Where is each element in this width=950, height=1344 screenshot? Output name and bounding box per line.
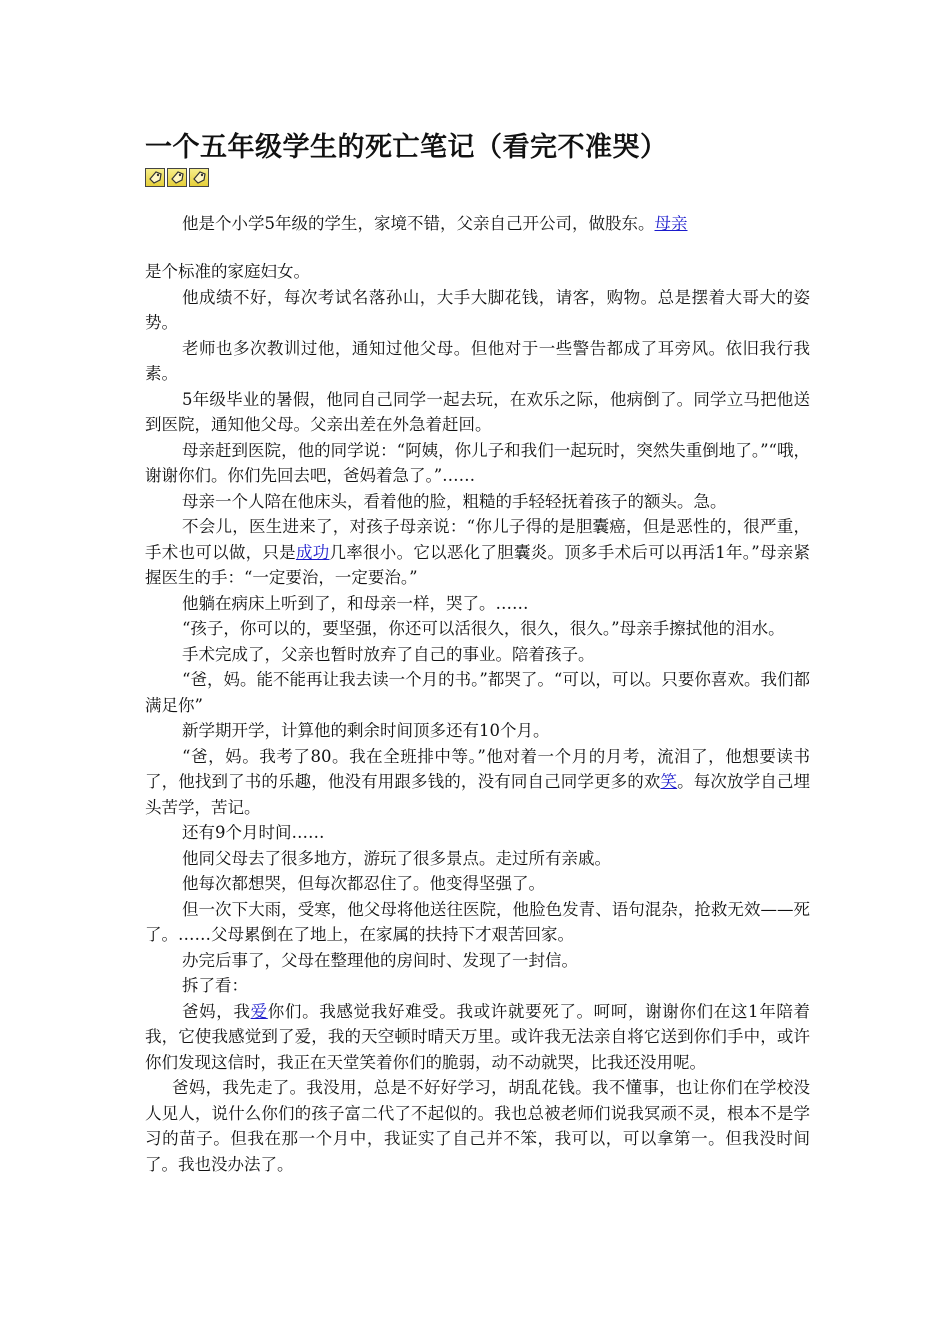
intro-text: 他是个小学5年级的学生，家境不错，父亲自己开公司，做股东。 — [182, 214, 655, 233]
paragraph-text: 爸妈，我 — [182, 1001, 251, 1021]
paragraph: “爸，妈。能不能再让我去读一个月的书。”都哭了。“可以，可以。只要你喜欢。我们都满足你” — [145, 670, 810, 715]
paragraph: 拆了看： — [182, 976, 248, 995]
paragraph: 老师也多次教训过他，通知过他父母。但他对于一些警告都成了耳旁风。依旧我行我素。 — [145, 338, 810, 383]
paragraph-text: “爸，妈。我考了80。我在全班排中等。”他对着一个月的月考，流泪了，他想要读书了，他找到了书的乐趣，他没有用跟多钱的，没有同自己同学更多的欢 — [145, 746, 810, 791]
paragraph: 母亲一个人陪在他床头，看着他的脸，粗糙的手轻轻抚着孩子的额头。急。 — [182, 491, 727, 511]
paragraph-text: 几率很小。它以恶化了胆囊炎。顶多手术后可以再活1年。”母亲紧握医生的手：“一定要治，一定要治。” — [145, 542, 811, 587]
love-link[interactable]: 爱 — [250, 1001, 268, 1021]
paragraph-text: 不会儿，医生进来了，对孩子母亲说：“你儿子得的是胆囊癌，但是恶性的，很严重，手术也可以做，只是 — [145, 517, 810, 562]
paragraph: 他成绩不好，每次考试名落孙山，大手大脚花钱，请客，购物。总是摆着大哥大的姿势。 — [145, 287, 810, 332]
laugh-link[interactable]: 笑 — [660, 772, 678, 791]
tag-icon[interactable] — [145, 168, 165, 187]
story-body — [145, 259, 810, 1177]
paragraph: 5年级毕业的暑假，他同自己同学一起去玩，在欢乐之际，他病倒了。同学立马把他送到医院，通知他父母。父亲出差在外急着赶回。 — [145, 389, 810, 434]
paragraph: 他躺在病床上听到了，和母亲一样，哭了。…… — [182, 593, 529, 613]
intro-paragraph — [145, 211, 810, 237]
paragraph: 还有9个月时间…… — [182, 823, 325, 842]
paragraph: 他同父母去了很多地方，游玩了很多景点。走过所有亲戚。 — [182, 848, 611, 868]
page-title: 一个五年级学生的死亡笔记（看完不准哭） — [145, 132, 668, 163]
paragraph: 手术完成了，父亲也暂时放弃了自己的事业。陪着孩子。 — [182, 644, 595, 664]
rating-icons — [145, 168, 810, 190]
paragraph — [145, 999, 810, 1076]
tag-icon[interactable] — [189, 168, 209, 187]
paragraph: 新学期开学，计算他的剩余时间顶多还有10个月。 — [182, 721, 550, 740]
paragraph: 办完后事了，父母在整理他的房间时、发现了一封信。 — [182, 950, 578, 970]
paragraph — [145, 744, 810, 821]
paragraph: 他每次都想哭，但每次都忍住了。他变得坚强了。 — [182, 874, 545, 893]
paragraph-text: 你们。我感觉我好难受。我或许就要死了。呵呵，谢谢你们在这1年陪着我，它使我感觉到了爱，我的天空顿时晴天万里。或许我无法亲自将它送到你们手中，或许你们发现这信时，我正在天堂笑着你们的脆弱，动不动就哭，比我还没用呢。 — [145, 1001, 811, 1072]
paragraph: 是个标准的家庭妇女。 — [145, 262, 310, 281]
paragraph: 母亲赶到医院，他的同学说：“阿姨，你儿子和我们一起玩时，突然失重倒地了。”“哦，谢谢你们。你们先回去吧，爸妈着急了。”…… — [145, 440, 810, 485]
paragraph-text: 。每次放学自己埋头苦学，苦记。 — [145, 772, 811, 817]
paragraph: 爸妈，我先走了。我没用，总是不好好学习，胡乱花钱。我不懂事，也让你们在学校没人见人，说什么你们的孩子富二代了不起似的。我也总被老师们说我冥顽不灵，根本不是学习的苗子。但我在那一个月中，我证实了自己并不笨，我可以，可以拿第一。但我没时间了。我也没办法了。 — [145, 1078, 810, 1174]
paragraph: “孩子，你可以的，要坚强，你还可以活很久，很久，很久。”母亲手擦拭他的泪水。 — [182, 619, 785, 638]
mother-link[interactable]: 母亲 — [654, 214, 688, 233]
paragraph — [145, 514, 810, 591]
article — [145, 130, 810, 1177]
paragraph: 但一次下大雨，受寒，他父母将他送往医院，他脸色发青、语句混杂，抢救无效——死了。……父母累倒在了地上，在家属的扶持下才艰苦回家。 — [145, 899, 810, 944]
tag-icon[interactable] — [167, 168, 187, 187]
success-link[interactable]: 成功 — [295, 542, 330, 562]
